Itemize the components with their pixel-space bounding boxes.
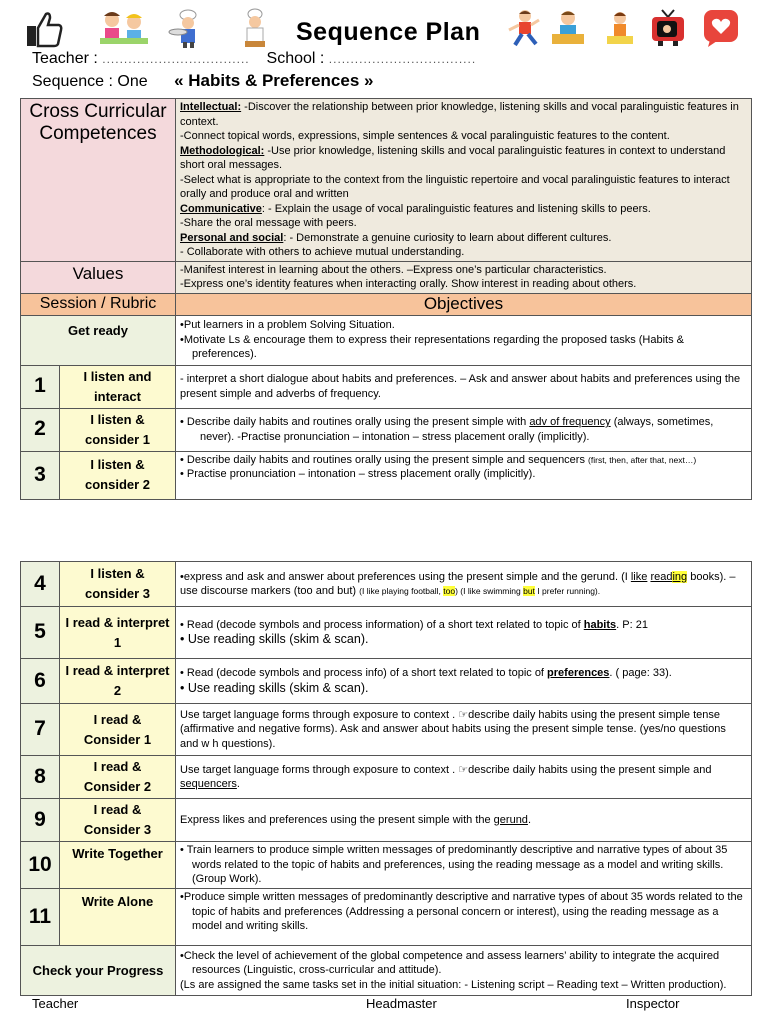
session-objectives: •express and ask and answer about preferences using the present simple and the gerund. (I like reading books). – use discourse markers (too and but) (I like playing football, too) (I like swimming but I prefer running). [176,562,752,607]
session-objectives: • Read (decode symbols and process information) of a short text related to topic of habits. P: 21 • Use reading skills (skim & scan). [176,607,752,659]
session-rubric: I read & Consider 2 [60,756,176,799]
session-objectives: • Train learners to produce simple written messages of predominantly descriptive and narrative types of about 35 words related to the topic of habits and preferences, using the reading message as a model and writing skills. (Group Work). [176,842,752,889]
footer-headmaster: Headmaster [366,996,437,1011]
session-row-5 [21,607,752,659]
session-rubric: Write Together [60,842,176,889]
sequence-title: « Habits & Preferences » [174,71,374,90]
session-rubric: Write Alone [60,889,176,946]
session-rubric: I listen & consider 3 [60,562,176,607]
session-objectives: Express likes and preferences using the present simple with the gerund. [176,799,752,842]
session-row-1 [21,365,752,408]
school-label: School : [266,50,325,67]
session-objectives: Use target language forms through exposure to context . ☞describe daily habits using the present simple tense (affirmative and negative forms). Ask and answer about habits using the present simple tense. (yes/no questions and w h questions). [176,704,752,756]
session-rubric: I listen & consider 2 [60,451,176,499]
session-objectives: • Describe daily habits and routines orally using the present simple and sequencers (first, then, after that, next…) • Practise pronunciation – intonation – stress placement orally (implicitly). [176,451,752,499]
teacher-label: Teacher : [32,50,98,67]
session-number: 2 [21,408,60,451]
cook-icon [235,8,275,48]
values-row [21,261,752,293]
session-rubric: I read & interpret 2 [60,659,176,704]
footer-teacher: Teacher [32,996,79,1011]
session-objectives: - interpret a short dialogue about habits and preferences. – Ask and answer about habits and preferences using the present simple and adverbs of frequency. [176,365,752,408]
session-row-11 [21,889,752,946]
competences-content: Intellectual: -Discover the relationship between prior knowledge, listening skills and vocal paralinguistic features in context. -Connect topical words, expressions, simple sentences & vocal paralinguistic features to the content. Methodological: -Use prior knowledge, listening skills and vocal paralinguistic features in context to understand short oral messages. -Select what is appropriate to the context from the linguistic repertoire and vocal paralinguistic features to interact orally and produce oral and written Communicative: - Explain the usage of vocal paralinguistic features and listening skills to peers. -Share the oral message with peers. Personal and social: - Demonstrate a genuine curiosity to learn about different cultures. - Collaborate with others to achieve mutual understanding. [176,99,752,262]
teacher-dots: .................................. [102,52,250,66]
competences-label: Cross Curricular Competences [21,99,176,262]
session-objectives: •Produce simple written messages of predominantly descriptive and narrative types of about 35 words related to the topic of habits and preferences (Addressing a personal concern or interest), using the reading message as a model and writing skills. [176,889,752,946]
session-number: 6 [21,659,60,704]
session-number: 3 [21,451,60,499]
personal-head: Personal and social [180,231,284,244]
kids-icon [98,8,150,48]
session-row-6 [21,659,752,704]
values-label: Values [21,261,176,293]
session-number: 4 [21,562,60,607]
competences-row [21,99,752,262]
tv-icon [648,8,688,48]
check-progress-label: Check your Progress [21,946,176,996]
session-row-4 [21,562,752,607]
objectives-header: Objectives [176,293,752,315]
sequence-table-bottom [20,561,752,996]
values-content: -Manifest interest in learning about the others. –Express one’s particular characteristics. -Express one’s identity features when interacting orally. Show interest in reading about others. [176,261,752,293]
session-row-10 [21,842,752,889]
sequence-label: Sequence : One [32,73,148,90]
check-progress-objectives: •Check the level of achievement of the global competence and assess learners’ ability to integrate the acquired resources (Linguistic, cross-curricular and attitude). (Ls are assigned the same tasks set in the initial situation: - Listening script – Reading text – Written production). [176,946,752,996]
heart-icon [702,8,742,48]
page-header [0,0,768,100]
thumbs-up-icon [24,8,64,48]
session-row-7 [21,704,752,756]
sequence-table-top [20,98,752,500]
school-dots: .................................. [328,52,477,66]
teacher-icon [548,8,588,48]
session-number: 10 [21,842,60,889]
get-ready-objectives: •Put learners in a problem Solving Situation. •Motivate Ls & encourage them to express their representations regarding the proposed tasks (Habits & preferences). [176,315,752,365]
communicative-head: Communicative [180,202,262,215]
session-number: 8 [21,756,60,799]
session-rubric: I read & Consider 1 [60,704,176,756]
session-row-2 [21,408,752,451]
session-number: 11 [21,889,60,946]
session-number: 1 [21,365,60,408]
session-row-3 [21,451,752,499]
intellectual-head: Intellectual: [180,101,242,113]
girl-icon [603,8,637,48]
session-objectives: • Describe daily habits and routines orally using the present simple with adv of frequency (always, sometimes, never). -Practise pronunciation – intonation – stress placement orally (implicitly). [176,408,752,451]
session-objectives: • Read (decode symbols and process info) of a short text related to topic of preferences. ( page: 33). • Use reading skills (skim & scan). [176,659,752,704]
methodological-head: Methodological: [180,144,265,157]
session-number: 9 [21,799,60,842]
session-rubric: I read & Consider 3 [60,799,176,842]
session-objectives: Use target language forms through exposure to context . ☞describe daily habits using the present simple and sequencers. [176,756,752,799]
get-ready-row [21,315,752,365]
session-rubric: I listen and interact [60,365,176,408]
session-number: 7 [21,704,60,756]
session-header: Session / Rubric [21,293,176,315]
session-number: 5 [21,607,60,659]
table-header-row [21,293,752,315]
check-progress-row [21,946,752,996]
page-title: Sequence Plan [296,18,481,46]
running-boy-icon [503,8,543,48]
get-ready-label: Get ready [21,315,176,365]
session-row-9 [21,799,752,842]
session-rubric: I listen & consider 1 [60,408,176,451]
session-rubric: I read & interpret 1 [60,607,176,659]
session-row-8 [21,756,752,799]
chef-icon [168,8,208,48]
teacher-school-line [32,50,476,68]
footer-inspector: Inspector [626,996,680,1011]
sequence-line [32,71,373,91]
